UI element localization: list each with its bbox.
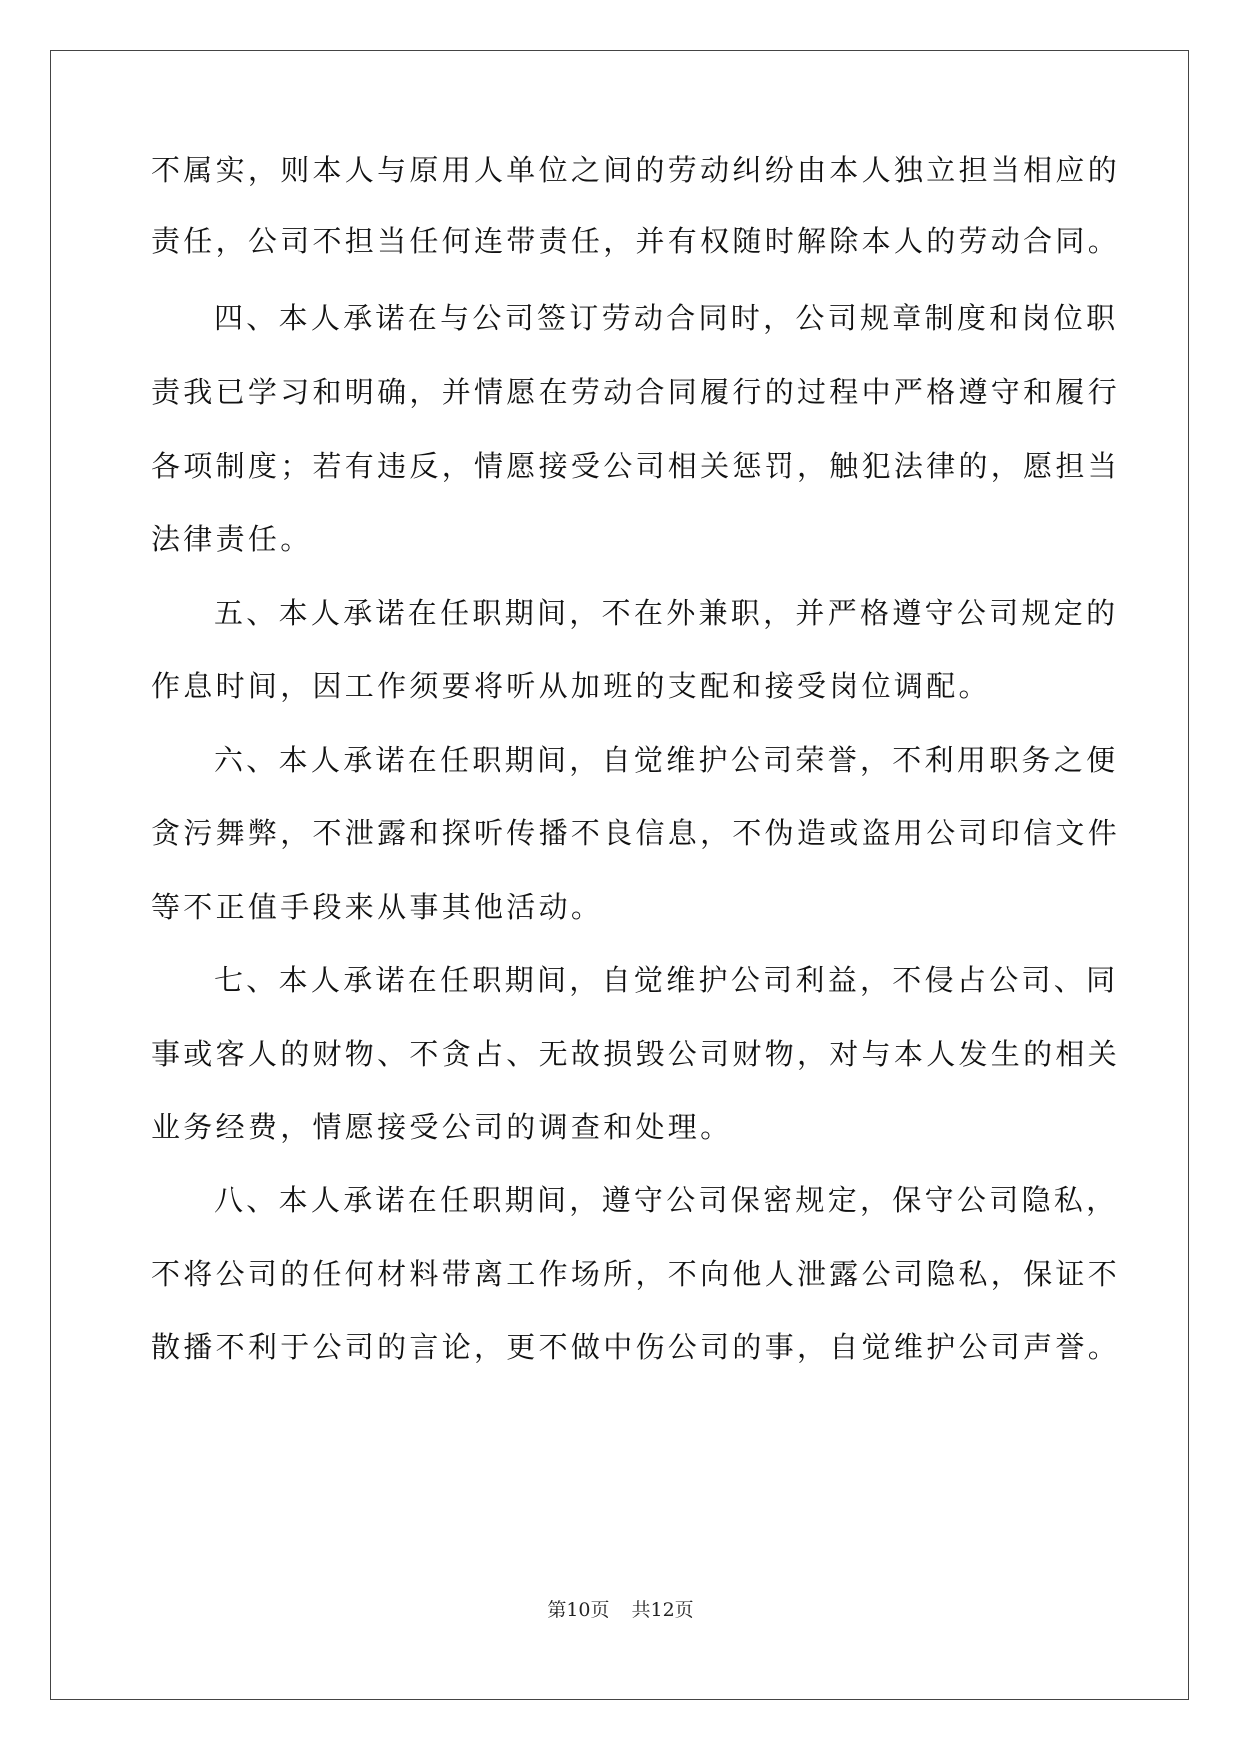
text-line: 不将公司的任何材料带离工作场所，不向他人泄露公司隐私，保证不 [151, 1257, 1121, 1291]
text-line: 事或客人的财物、不贪占、无故损毁公司财物，对与本人发生的相关 [151, 1037, 1121, 1071]
text-line: 法律责任。 [151, 522, 313, 556]
page-total: 共12页 [631, 1599, 694, 1621]
text-line: 责我已学习和明确，并情愿在劳动合同履行的过程中严格遵守和履行 [151, 375, 1121, 409]
paragraph-start-line: 六、本人承诺在任职期间，自觉维护公司荣誉，不利用职务之便 [214, 743, 1119, 777]
paragraph-start-line: 五、本人承诺在任职期间，不在外兼职，并严格遵守公司规定的 [214, 596, 1119, 630]
text-line: 不属实，则本人与原用人单位之间的劳动纠纷由本人独立担当相应的 [151, 153, 1121, 187]
text-line: 贪污舞弊，不泄露和探听传播不良信息，不伪造或盗用公司印信文件 [151, 816, 1121, 850]
text-line: 业务经费，情愿接受公司的调查和处理。 [151, 1110, 733, 1144]
page-footer [0, 1597, 1241, 1623]
text-line: 责任，公司不担当任何连带责任，并有权随时解除本人的劳动合同。 [151, 224, 1121, 258]
page-number: 第10页 [547, 1599, 610, 1621]
paragraph-start-line: 八、本人承诺在任职期间，遵守公司保密规定，保守公司隐私， [214, 1183, 1119, 1217]
text-line: 各项制度；若有违反，情愿接受公司相关惩罚，触犯法律的，愿担当 [151, 449, 1121, 483]
text-line: 等不正值手段来从事其他活动。 [151, 890, 604, 924]
paragraph-start-line: 七、本人承诺在任职期间，自觉维护公司利益，不侵占公司、同 [214, 963, 1119, 997]
text-line: 作息时间，因工作须要将听从加班的支配和接受岗位调配。 [151, 669, 991, 703]
paragraph-start-line: 四、本人承诺在与公司签订劳动合同时，公司规章制度和岗位职 [214, 301, 1119, 335]
text-line: 散播不利于公司的言论，更不做中伤公司的事，自觉维护公司声誉。 [151, 1330, 1121, 1364]
